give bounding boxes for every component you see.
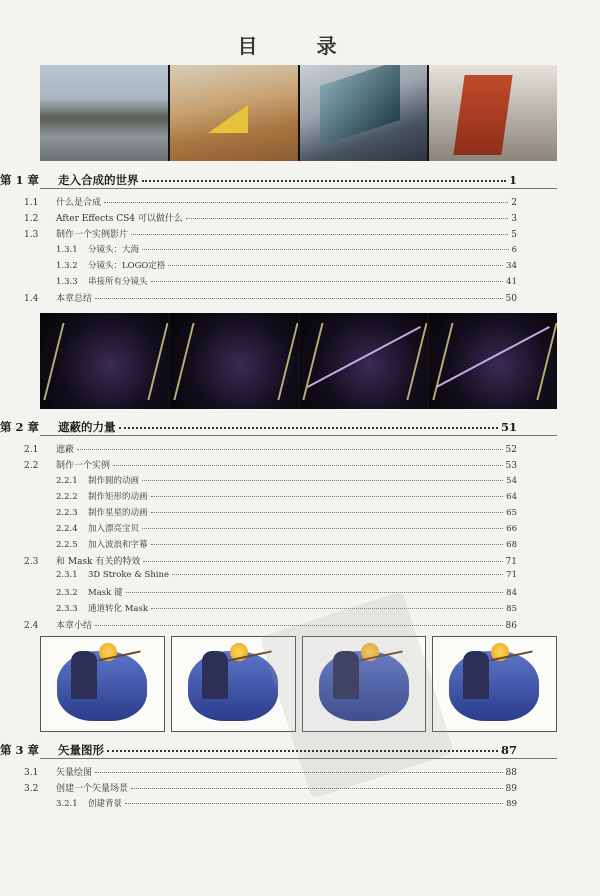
sand-dune-photo — [170, 65, 298, 161]
entry-title: 分镜头：LOGO定格 — [88, 261, 166, 271]
page-number: 53 — [505, 461, 517, 471]
chapter-1-heading[interactable] — [0, 172, 517, 188]
red-sculpture-photo — [429, 65, 557, 161]
leader-dots — [186, 218, 508, 219]
toc-entry[interactable] — [0, 506, 517, 518]
leader-dots — [126, 592, 504, 593]
page-number: 1 — [508, 173, 517, 187]
leader-dots — [95, 772, 503, 773]
entry-number: 2.2.3 — [56, 508, 78, 518]
toc-entry[interactable] — [0, 259, 517, 271]
toc-entry[interactable] — [0, 570, 517, 580]
entry-title: Mask 键 — [88, 588, 123, 598]
entry-title: After Effects CS4 可以做什么 — [56, 214, 183, 224]
leader-dots — [143, 561, 502, 562]
toc-entry[interactable] — [0, 291, 517, 304]
entry-number: 1.4 — [24, 294, 39, 304]
entry-title: 创建背景 — [88, 799, 123, 809]
toc-entry[interactable] — [0, 781, 517, 794]
page-number: 84 — [506, 588, 517, 598]
entry-number: 2.2.5 — [56, 540, 78, 550]
page-number: 85 — [506, 604, 517, 614]
entry-number: 2.2.1 — [56, 476, 78, 486]
leader-dots — [151, 496, 504, 497]
entry-title: 通道转化 Mask — [88, 604, 148, 614]
toc-entry[interactable] — [0, 522, 517, 534]
divider — [40, 435, 557, 436]
toc-entry[interactable] — [0, 618, 517, 631]
page-number: 86 — [505, 621, 517, 631]
entry-number: 2.4 — [24, 621, 39, 631]
toc-entry[interactable] — [0, 474, 517, 486]
page-number: 54 — [506, 476, 517, 486]
sea-rock-photo — [40, 65, 168, 161]
entry-number: 1.3 — [24, 230, 39, 240]
entry-number: 2.2.4 — [56, 524, 78, 534]
toc-entry[interactable] — [0, 490, 517, 502]
leader-dots — [131, 788, 503, 789]
leader-dots — [151, 512, 504, 513]
chapter-title: 走入合成的世界 — [58, 173, 139, 187]
chapter-number: 第 1 章 — [0, 173, 40, 187]
chapter-number: 第 2 章 — [0, 420, 40, 434]
page-number: 51 — [500, 420, 517, 434]
entry-number: 2.3 — [24, 557, 39, 567]
entry-title: 加入波浪和字幕 — [88, 540, 148, 550]
toc-entry[interactable] — [0, 554, 517, 567]
entry-number: 1.2 — [24, 214, 39, 224]
vector-scene-frame-1 — [40, 636, 165, 732]
leader-dots — [151, 608, 503, 609]
chapter-title: 遮蔽的力量 — [58, 420, 116, 434]
entry-number: 3.1 — [24, 768, 39, 778]
toc-entry[interactable] — [0, 586, 517, 598]
leader-dots — [77, 449, 503, 450]
entry-title: 遮蔽 — [56, 445, 75, 455]
entry-title: 和 Mask 有关的特效 — [56, 557, 141, 567]
page-number: 3 — [511, 214, 517, 224]
leader-dots — [95, 298, 503, 299]
page-number: 2 — [511, 198, 517, 208]
page-number: 65 — [506, 508, 517, 518]
toc-entry[interactable] — [0, 227, 517, 240]
page-number: 50 — [505, 294, 517, 304]
entry-number: 1.3.3 — [56, 277, 78, 287]
toc-entry[interactable] — [0, 442, 517, 455]
entry-title: 矢量绘图 — [56, 768, 93, 778]
page-number: 34 — [506, 261, 517, 271]
entry-number: 2.3.1 — [56, 570, 78, 580]
entry-number: 1.3.1 — [56, 245, 78, 255]
page-number: 64 — [506, 492, 517, 502]
entry-title: 制作圆的动画 — [88, 476, 140, 486]
entry-number: 3.2.1 — [56, 799, 78, 809]
toc-entry[interactable] — [0, 458, 517, 471]
page-number: 87 — [500, 743, 517, 757]
leader-dots — [142, 480, 503, 481]
page-number: 5 — [511, 230, 517, 240]
page-number: 89 — [506, 799, 517, 809]
leader-dots — [104, 202, 508, 203]
entry-title: 分镜头：大海 — [88, 245, 140, 255]
toc-entry[interactable] — [0, 243, 517, 255]
toc-entry[interactable] — [0, 765, 517, 778]
entry-title: 制作矩形的动画 — [88, 492, 148, 502]
toc-entry[interactable] — [0, 538, 517, 550]
leader-dots — [168, 265, 503, 266]
page-title: 目 录 — [237, 34, 363, 58]
page-number: 52 — [505, 445, 517, 455]
leader-dots — [151, 281, 504, 282]
page-number: 71 — [505, 557, 517, 567]
leader-dots — [131, 234, 508, 235]
page-number: 88 — [505, 768, 517, 778]
page-number: 66 — [506, 524, 517, 534]
leader-dots — [119, 427, 498, 429]
toc-entry[interactable] — [0, 602, 517, 614]
page-number: 89 — [505, 784, 517, 794]
chapter-title: 矢量图形 — [58, 743, 104, 757]
chapter-2-image-strip — [40, 313, 557, 409]
entry-number: 2.1 — [24, 445, 39, 455]
page-number: 68 — [506, 540, 517, 550]
entry-number: 1.1 — [24, 198, 39, 208]
divider — [40, 758, 557, 759]
toc-entry[interactable] — [0, 797, 517, 809]
entry-title: 串接所有分镜头 — [88, 277, 148, 287]
leader-dots — [151, 544, 504, 545]
leader-dots — [107, 750, 498, 752]
entry-title: 什么是合成 — [56, 198, 102, 208]
page-number: 41 — [506, 277, 517, 287]
stroke-frame-3 — [300, 313, 428, 409]
glass-building-photo — [300, 65, 428, 161]
entry-title: 3D Stroke & Shine — [88, 570, 170, 580]
entry-number: 2.3.2 — [56, 588, 78, 598]
leader-dots — [142, 249, 509, 250]
toc-entry[interactable] — [0, 211, 517, 224]
page-number: 71 — [506, 570, 517, 580]
page-number: 6 — [511, 245, 517, 255]
leader-dots — [142, 528, 503, 529]
leader-dots — [113, 465, 503, 466]
leader-dots — [142, 180, 506, 182]
entry-title: 本章总结 — [56, 294, 93, 304]
entry-number: 1.3.2 — [56, 261, 78, 271]
leader-dots — [172, 574, 503, 575]
entry-title: 制作星星的动画 — [88, 508, 148, 518]
vector-scene-frame-4 — [432, 636, 557, 732]
entry-title: 制作一个实例 — [56, 461, 111, 471]
divider — [40, 188, 557, 189]
entry-title: 制作一个实例影片 — [56, 230, 129, 240]
entry-number: 2.3.3 — [56, 604, 78, 614]
entry-number: 3.2 — [24, 784, 39, 794]
chapter-3-heading[interactable] — [0, 742, 517, 758]
chapter-number: 第 3 章 — [0, 743, 40, 757]
toc-entry[interactable] — [0, 195, 517, 208]
chapter-2-heading[interactable] — [0, 419, 517, 435]
toc-entry[interactable] — [0, 275, 517, 287]
entry-number: 2.2 — [24, 461, 39, 471]
stroke-frame-2 — [170, 313, 298, 409]
entry-number: 2.2.2 — [56, 492, 78, 502]
entry-title: 加入漂亮宝贝 — [88, 524, 140, 534]
chapter-1-image-strip — [40, 65, 557, 161]
entry-title: 创建一个矢量场景 — [56, 784, 129, 794]
stroke-frame-1 — [40, 313, 168, 409]
stroke-frame-4 — [429, 313, 557, 409]
entry-title: 本章小结 — [56, 621, 93, 631]
leader-dots — [125, 803, 503, 804]
